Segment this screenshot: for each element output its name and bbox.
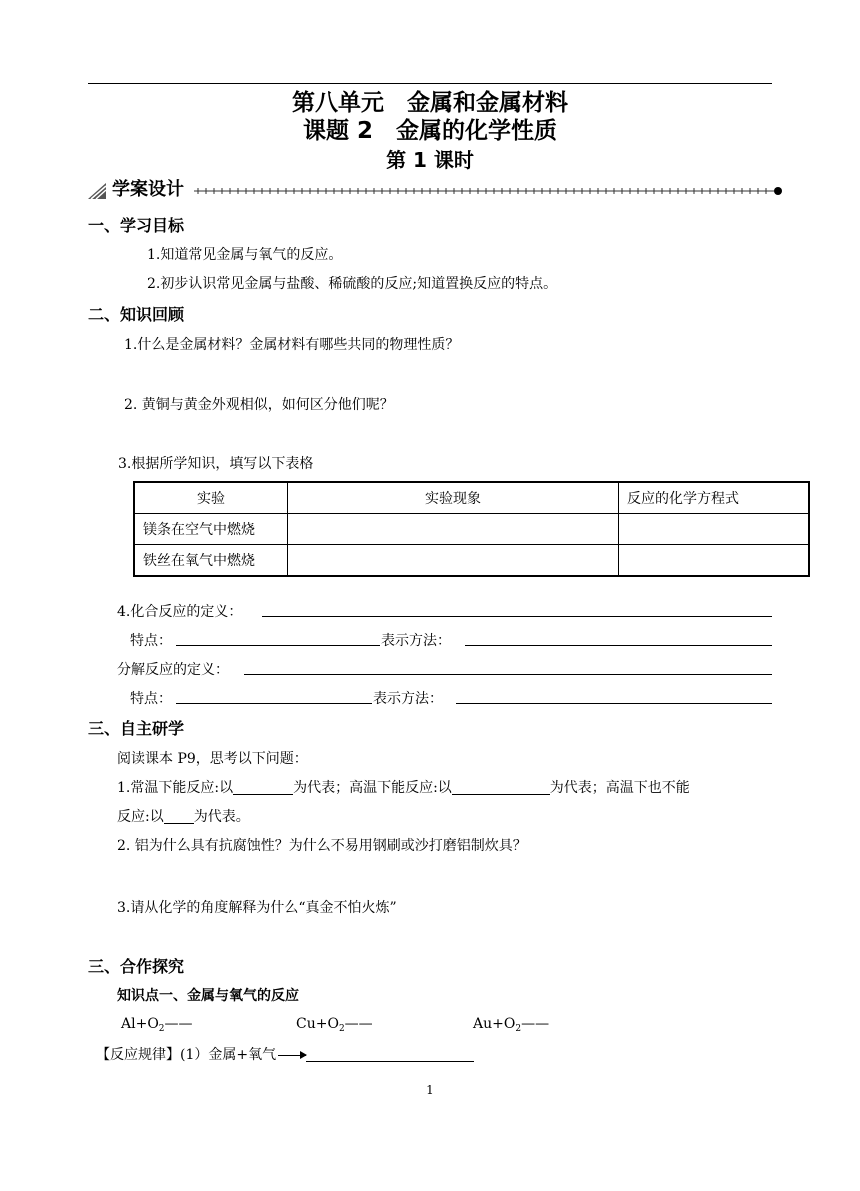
q1-blank-1[interactable] <box>233 794 293 795</box>
subscript: 2 <box>158 1024 165 1034</box>
reaction-rule-blank[interactable] <box>306 1061 474 1062</box>
section-review-heading: 二、知识回顾 <box>88 305 185 324</box>
self-study-question-2: 2. 铝为什么具有抗腐蚀性？为什么不易用钢刷或沙打磨铝制炊具？ <box>117 838 527 854</box>
self-study-question-1-cont <box>117 806 250 826</box>
subscript: 2 <box>515 1024 522 1034</box>
equation-al-text: Al+O <box>121 1016 159 1032</box>
banner-rule <box>194 184 784 198</box>
equation-cu <box>296 1016 373 1034</box>
q1-text-e: 为代表。 <box>193 809 250 825</box>
experiment-table <box>133 481 810 577</box>
goal-item-2: 2.初步认识常见金属与盐酸、稀硫酸的反应;知道置换反应的特点。 <box>147 276 558 292</box>
q1-text-d: 反应:以 <box>117 809 164 825</box>
goal-item-1: 1.知道常见金属与氧气的反应。 <box>147 247 343 263</box>
combination-definition-label: 4.化合反应的定义： <box>117 604 243 620</box>
section-cooperative-heading: 三、合作探究 <box>88 957 185 976</box>
self-study-intro: 阅读课本 P9，思考以下问题： <box>117 751 308 767</box>
self-study-question-3: 3.请从化学的角度解释为什么“真金不怕火炼” <box>117 900 397 916</box>
table-cell: 铁丝在氧气中燃烧 <box>134 545 288 577</box>
combination-definition-blank[interactable] <box>262 616 772 617</box>
section-self-study-heading: 三、自主研学 <box>88 719 185 738</box>
q1-text-a: 1.常温下能反应:以 <box>117 780 234 796</box>
table-header-cell: 反应的化学方程式 <box>619 482 809 514</box>
lesson-title: 课题 2 金属的化学性质 <box>302 118 557 144</box>
combination-method-label: 表示方法： <box>381 633 451 649</box>
combination-method-blank[interactable] <box>465 645 772 646</box>
equation-au-text: Au+O <box>473 1016 516 1032</box>
reaction-rule-text: 【反应规律】(1）金属+氧气 <box>96 1047 277 1063</box>
combination-feature-label: 特点： <box>130 633 172 649</box>
equation-al <box>121 1016 193 1034</box>
self-study-question-1 <box>117 777 777 797</box>
decomposition-feature-blank[interactable] <box>176 703 372 704</box>
decomposition-definition-blank[interactable] <box>244 674 772 675</box>
q1-text-b: 为代表；高温下能反应:以 <box>293 780 452 796</box>
header-rule <box>88 83 772 84</box>
decomposition-definition-label: 分解反应的定义： <box>117 662 229 678</box>
table-header-cell: 实验 <box>134 482 288 514</box>
table-cell: 镁条在空气中燃烧 <box>134 514 288 545</box>
equation-dash: —— <box>344 1016 373 1032</box>
decomposition-method-label: 表示方法： <box>373 691 443 707</box>
q1-blank-3[interactable] <box>164 823 194 824</box>
answer-cell[interactable] <box>619 514 809 545</box>
design-banner <box>88 178 784 202</box>
equation-au <box>473 1016 549 1034</box>
answer-cell[interactable] <box>619 545 809 577</box>
banner-label: 学案设计 <box>112 179 184 200</box>
section-goals-heading: 一、学习目标 <box>88 216 185 235</box>
review-question-2: 2. 黄铜与黄金外观相似，如何区分他们呢？ <box>124 397 394 413</box>
q1-text-c: 为代表；高温下也不能 <box>549 780 690 796</box>
table-header-cell: 实验现象 <box>288 482 619 514</box>
unit-title: 第八单元 金属和金属材料 <box>292 90 568 116</box>
page-number: 1 <box>426 1083 434 1097</box>
review-question-1: 1.什么是金属材料？金属材料有哪些共同的物理性质？ <box>124 337 460 353</box>
decomposition-method-blank[interactable] <box>456 703 772 704</box>
knowledge-point-1: 知识点一、金属与氧气的反应 <box>117 988 299 1004</box>
arrow-icon <box>278 1055 306 1056</box>
equation-cu-text: Cu+O <box>296 1016 339 1032</box>
answer-cell[interactable] <box>288 514 619 545</box>
table-row <box>134 514 809 545</box>
review-question-3: 3.根据所学知识，填写以下表格 <box>118 456 314 472</box>
banner-stripe-icon <box>88 181 110 201</box>
period-title: 第 1 课时 <box>386 148 474 172</box>
q1-blank-2[interactable] <box>452 794 550 795</box>
table-row <box>134 545 809 577</box>
reaction-rule <box>96 1044 474 1064</box>
decomposition-feature-label: 特点： <box>130 691 172 707</box>
equation-dash: —— <box>164 1016 193 1032</box>
subscript: 2 <box>338 1024 345 1034</box>
table-header-row <box>134 482 809 514</box>
equation-dash: —— <box>521 1016 550 1032</box>
answer-cell[interactable] <box>288 545 619 577</box>
combination-feature-blank[interactable] <box>176 645 380 646</box>
